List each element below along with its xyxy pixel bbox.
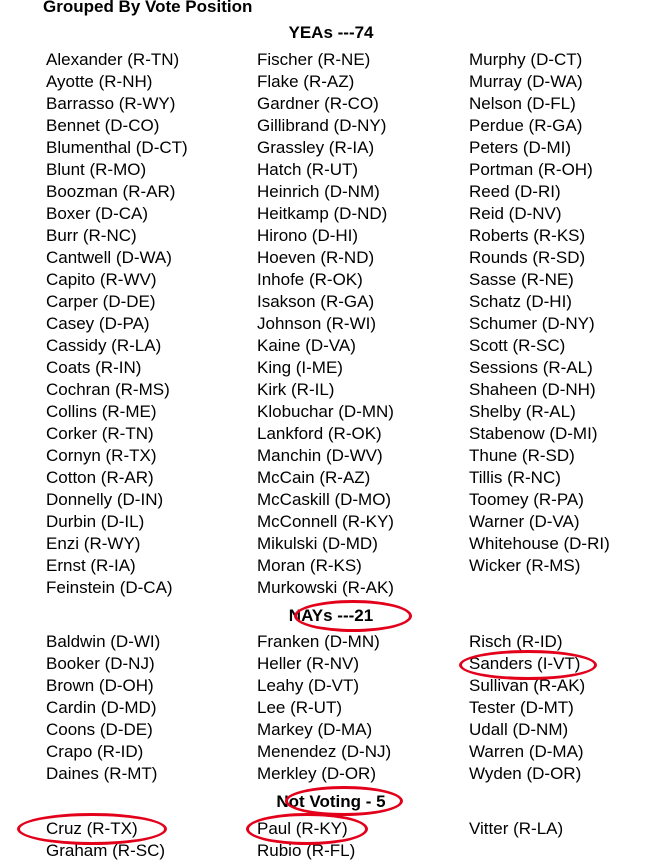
senator-entry: Merkley (D-OR) — [257, 764, 376, 783]
senator-entry: Heitkamp (D-ND) — [257, 204, 388, 223]
senator-entry: Paul (R-KY) — [257, 819, 348, 838]
senator-entry: Sasse (R-NE) — [469, 270, 574, 289]
senator-entry: Daines (R-MT) — [46, 764, 158, 783]
senator-entry: Hirono (D-HI) — [257, 226, 359, 245]
senator-entry: Wicker (R-MS) — [469, 556, 581, 575]
senator-entry: Nelson (D-FL) — [469, 94, 576, 113]
yeas-column-2 — [257, 49, 394, 599]
senator-entry: King (I-ME) — [257, 358, 343, 377]
senator-entry: Reed (D-RI) — [469, 182, 561, 201]
senator-entry: Cruz (R-TX) — [46, 819, 138, 838]
senator-entry: Tester (D-MT) — [469, 698, 574, 717]
senator-entry: Hoeven (R-ND) — [257, 248, 375, 267]
senator-entry: McCaskill (D-MO) — [257, 490, 392, 509]
senator-entry: Crapo (R-ID) — [46, 742, 144, 761]
senator-entry: Moran (R-KS) — [257, 556, 362, 575]
senator-entry: Sullivan (R-AK) — [469, 676, 586, 695]
senator-entry: Leahy (D-VT) — [257, 676, 360, 695]
senator-entry: Fischer (R-NE) — [257, 50, 371, 69]
senator-entry: Collins (R-ME) — [46, 402, 157, 421]
senator-entry: Peters (D-MI) — [469, 138, 571, 157]
senator-entry: Boozman (R-AR) — [46, 182, 176, 201]
senator-entry: Hatch (R-UT) — [257, 160, 359, 179]
senator-entry: Boxer (D-CA) — [46, 204, 149, 223]
senator-entry: Scott (R-SC) — [469, 336, 566, 355]
senator-entry: Casey (D-PA) — [46, 314, 150, 333]
senator-entry: Schatz (D-HI) — [469, 292, 572, 311]
yeas-column-3 — [469, 49, 610, 577]
not-voting-column-2 — [257, 818, 355, 862]
senator-entry: Whitehouse (D-RI) — [469, 534, 610, 553]
not-voting-column-1 — [46, 818, 165, 862]
senator-entry: Brown (D-OH) — [46, 676, 154, 695]
senator-entry: Graham (R-SC) — [46, 841, 166, 860]
senator-entry: Cochran (R-MS) — [46, 380, 170, 399]
senator-entry: Perdue (R-GA) — [469, 116, 583, 135]
senator-entry: McCain (R-AZ) — [257, 468, 371, 487]
senator-entry: Warren (D-MA) — [469, 742, 584, 761]
senator-entry: Gardner (R-CO) — [257, 94, 379, 113]
senator-entry: Stabenow (D-MI) — [469, 424, 598, 443]
senator-entry: Kirk (R-IL) — [257, 380, 335, 399]
senator-entry: Cotton (R-AR) — [46, 468, 154, 487]
nays-title: NAYs ---21 — [288, 606, 374, 625]
senator-entry: Tillis (R-NC) — [469, 468, 561, 487]
not-voting-title: Not Voting - 5 — [276, 792, 386, 811]
senator-entry: Sessions (R-AL) — [469, 358, 593, 377]
senator-entry: Cantwell (D-WA) — [46, 248, 172, 267]
senator-entry: Cardin (D-MD) — [46, 698, 157, 717]
senator-entry: Vitter (R-LA) — [469, 819, 564, 838]
senator-entry: Menendez (D-NJ) — [257, 742, 392, 761]
senator-entry: Cassidy (R-LA) — [46, 336, 162, 355]
senator-entry: Heller (R-NV) — [257, 654, 359, 673]
senator-entry: Coats (R-IN) — [46, 358, 142, 377]
page-heading: Grouped By Vote Position — [43, 0, 253, 16]
senator-entry: Heinrich (D-NM) — [257, 182, 380, 201]
senator-entry: Capito (R-WV) — [46, 270, 157, 289]
senator-entry: McConnell (R-KY) — [257, 512, 394, 531]
senator-entry: Lankford (R-OK) — [257, 424, 382, 443]
senator-entry: Alexander (R-TN) — [46, 50, 180, 69]
senator-entry: Johnson (R-WI) — [257, 314, 377, 333]
nays-column-3 — [469, 631, 585, 785]
senator-entry: Schumer (D-NY) — [469, 314, 595, 333]
senator-entry: Blumenthal (D-CT) — [46, 138, 188, 157]
senator-entry: Shelby (R-AL) — [469, 402, 576, 421]
senator-entry: Coons (D-DE) — [46, 720, 153, 739]
senator-entry: Blunt (R-MO) — [46, 160, 147, 179]
senator-entry: Lee (R-UT) — [257, 698, 343, 717]
senator-entry: Franken (D-MN) — [257, 632, 380, 651]
senator-entry: Baldwin (D-WI) — [46, 632, 161, 651]
senator-entry: Toomey (R-PA) — [469, 490, 584, 509]
senator-entry: Thune (R-SD) — [469, 446, 575, 465]
senator-entry: Murkowski (R-AK) — [257, 578, 394, 597]
senator-entry: Ernst (R-IA) — [46, 556, 136, 575]
senator-entry: Grassley (R-IA) — [257, 138, 375, 157]
senator-entry: Inhofe (R-OK) — [257, 270, 363, 289]
nays-column-1 — [46, 631, 160, 785]
senator-entry: Isakson (R-GA) — [257, 292, 375, 311]
senator-entry: Carper (D-DE) — [46, 292, 156, 311]
senator-entry: Gillibrand (D-NY) — [257, 116, 387, 135]
senator-entry: Manchin (D-WV) — [257, 446, 383, 465]
senator-entry: Rubio (R-FL) — [257, 841, 356, 860]
senator-entry: Barrasso (R-WY) — [46, 94, 176, 113]
senator-entry: Donnelly (D-IN) — [46, 490, 164, 509]
senator-entry: Enzi (R-WY) — [46, 534, 141, 553]
senator-entry: Booker (D-NJ) — [46, 654, 155, 673]
senator-entry: Wyden (D-OR) — [469, 764, 582, 783]
yeas-column-1 — [46, 49, 188, 599]
senator-entry: Portman (R-OH) — [469, 160, 593, 179]
senator-entry: Roberts (R-KS) — [469, 226, 586, 245]
senator-entry: Warner (D-VA) — [469, 512, 580, 531]
senator-entry: Cornyn (R-TX) — [46, 446, 157, 465]
senator-entry: Rounds (R-SD) — [469, 248, 586, 267]
senator-entry: Bennet (D-CO) — [46, 116, 160, 135]
senator-entry: Markey (D-MA) — [257, 720, 373, 739]
senator-entry: Murphy (D-CT) — [469, 50, 583, 69]
not-voting-column-3 — [469, 818, 563, 840]
yeas-title: YEAs ---74 — [288, 23, 374, 42]
senator-entry: Feinstein (D-CA) — [46, 578, 173, 597]
senator-entry: Burr (R-NC) — [46, 226, 137, 245]
senator-entry: Durbin (D-IL) — [46, 512, 145, 531]
senator-entry: Ayotte (R-NH) — [46, 72, 153, 91]
senator-entry: Klobuchar (D-MN) — [257, 402, 394, 421]
senator-entry: Sanders (I-VT) — [469, 654, 581, 673]
senator-entry: Reid (D-NV) — [469, 204, 562, 223]
senator-entry: Udall (D-NM) — [469, 720, 569, 739]
senator-entry: Risch (R-ID) — [469, 632, 563, 651]
senator-entry: Murray (D-WA) — [469, 72, 583, 91]
senator-entry: Kaine (D-VA) — [257, 336, 356, 355]
senator-entry: Corker (R-TN) — [46, 424, 154, 443]
senator-entry: Shaheen (D-NH) — [469, 380, 596, 399]
senator-entry: Mikulski (D-MD) — [257, 534, 378, 553]
nays-column-2 — [257, 631, 391, 785]
senator-entry: Flake (R-AZ) — [257, 72, 355, 91]
